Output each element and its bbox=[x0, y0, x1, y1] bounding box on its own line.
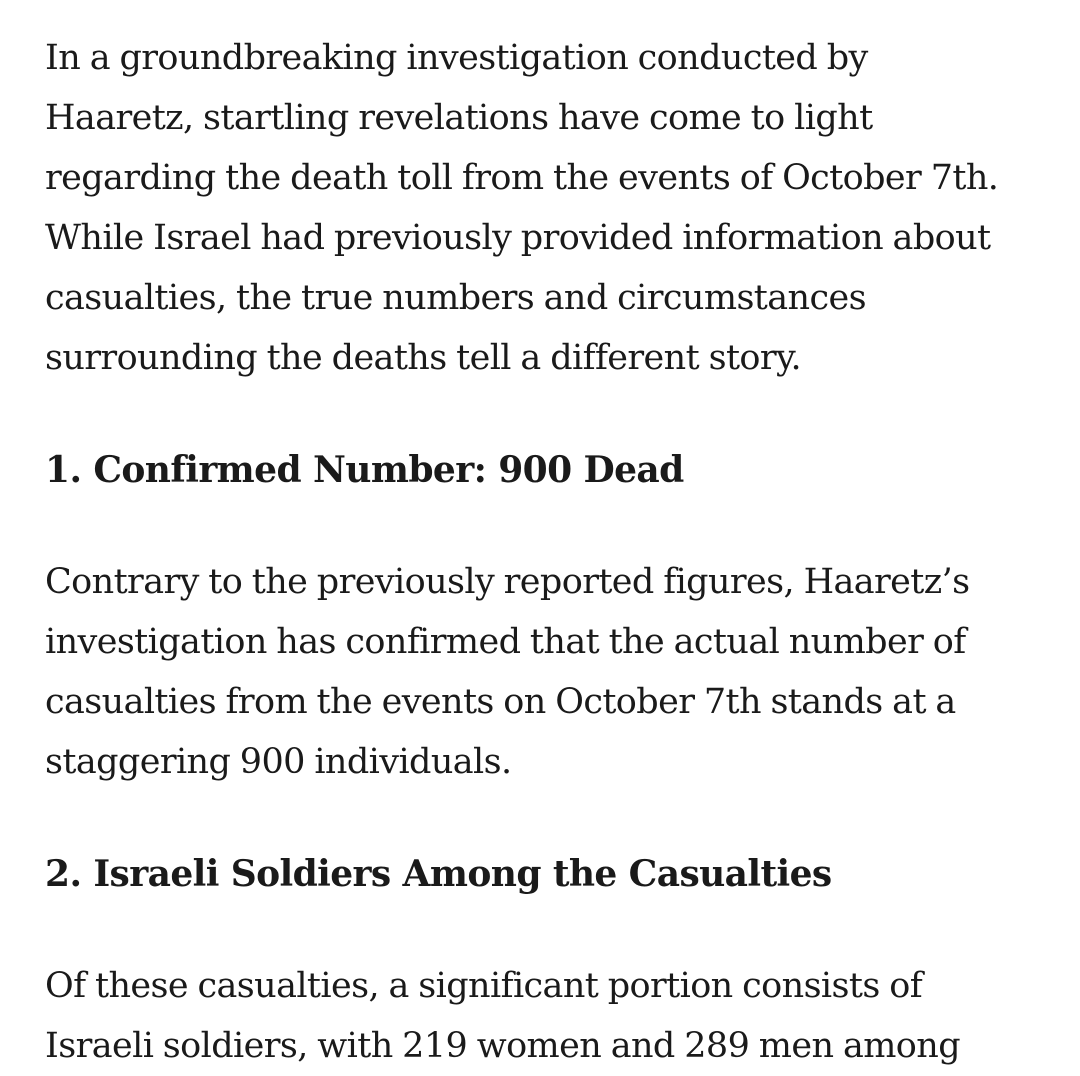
spacer bbox=[45, 904, 1055, 956]
paragraph-line: regarding the death toll from the events of October 7th. bbox=[45, 158, 999, 198]
paragraph-line: Of these casualties, a significant portion consists of bbox=[45, 966, 923, 1006]
paragraph-line: While Israel had previously provided information about bbox=[45, 218, 991, 258]
spacer bbox=[45, 792, 1055, 844]
paragraph-line: staggering 900 individuals. bbox=[45, 742, 512, 782]
paragraph-line: In a groundbreaking investigation conducted by bbox=[45, 38, 868, 78]
paragraph-line: investigation has confirmed that the actual number of bbox=[45, 622, 966, 662]
intro-paragraph bbox=[45, 28, 1055, 388]
spacer bbox=[45, 388, 1055, 440]
section-1-paragraph bbox=[45, 552, 1055, 792]
paragraph-line: surrounding the deaths tell a different story. bbox=[45, 338, 802, 378]
section-2-paragraph bbox=[45, 956, 1055, 1076]
spacer bbox=[45, 500, 1055, 552]
paragraph-line: Israeli soldiers, with 219 women and 289 men among bbox=[45, 1026, 961, 1066]
section-2-heading: 2. Israeli Soldiers Among the Casualties bbox=[45, 853, 832, 895]
paragraph-line: casualties from the events on October 7th stands at a bbox=[45, 682, 956, 722]
paragraph-line: Contrary to the previously reported figures, Haaretz’s bbox=[45, 562, 970, 602]
paragraph-line: Haaretz, startling revelations have come to light bbox=[45, 98, 873, 138]
section-1-heading: 1. Confirmed Number: 900 Dead bbox=[45, 449, 684, 491]
paragraph-line: casualties, the true numbers and circumstances bbox=[45, 278, 866, 318]
article-body bbox=[45, 28, 1055, 1076]
